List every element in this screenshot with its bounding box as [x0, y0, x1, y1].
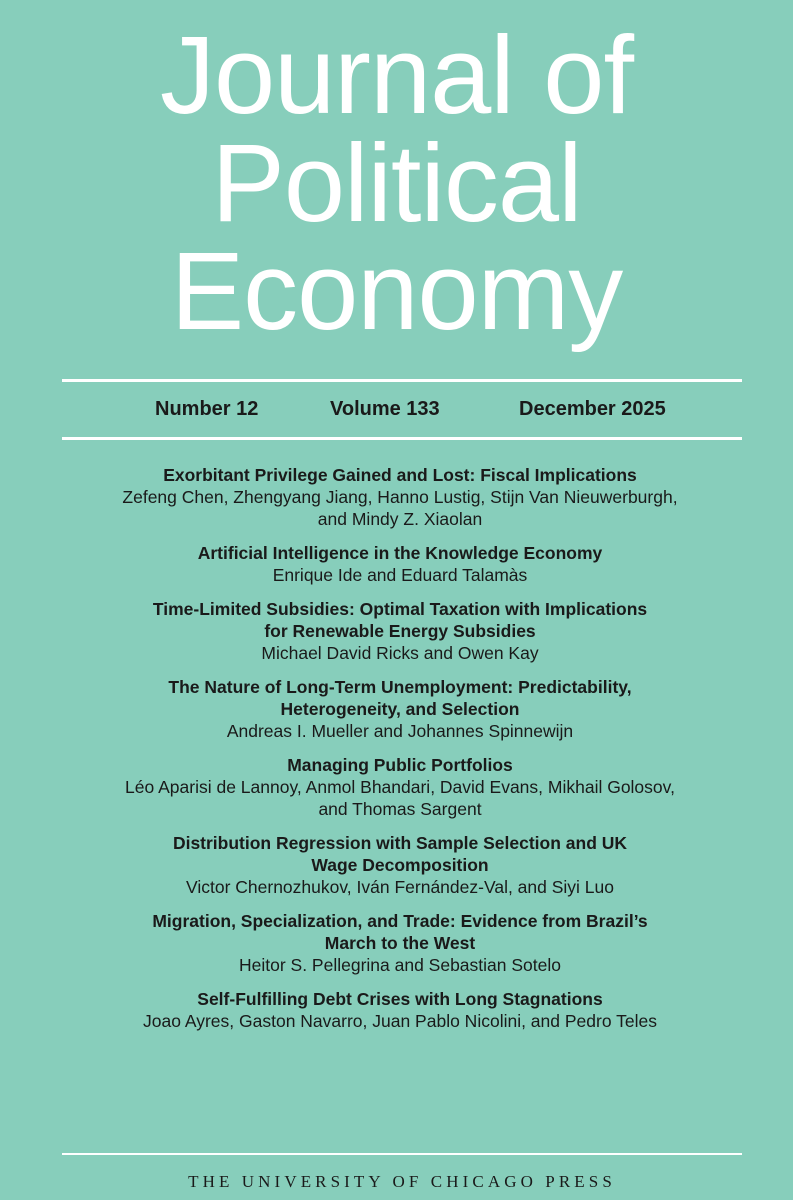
article-authors: Andreas I. Mueller and Johannes Spinnewijn	[226, 721, 574, 741]
article-authors: Léo Aparisi de Lannoy, Anmol Bhandari, David Evans, Mikhail Golosov, and Thomas Sargent	[125, 777, 675, 819]
article-entry	[60, 598, 740, 664]
article-entry	[60, 910, 740, 976]
article-title: Exorbitant Privilege Gained and Lost: Fiscal Implications	[163, 465, 637, 485]
footer-divider	[62, 1153, 742, 1155]
article-authors: Joao Ayres, Gaston Navarro, Juan Pablo Nicolini, and Pedro Teles	[143, 1011, 657, 1031]
journal-title-line: Economy	[170, 230, 623, 353]
article-title: Migration, Specialization, and Trade: Evidence from Brazil’s March to the West	[152, 911, 648, 953]
article-authors: Victor Chernozhukov, Iván Fernández-Val, and Siyi Luo	[185, 877, 614, 897]
article-title: Self-Fulfilling Debt Crises with Long Stagnations	[197, 989, 603, 1009]
article-authors: Zefeng Chen, Zhengyang Jiang, Hanno Lustig, Stijn Van Nieuwerburgh, and Mindy Z. Xiaolan	[122, 487, 678, 529]
issue-volume: Volume 133	[330, 398, 440, 420]
journal-title-line: Journal of	[159, 14, 634, 137]
article-title: Managing Public Portfolios	[287, 755, 513, 775]
article-title: The Nature of Long-Term Unemployment: Predictability, Heterogeneity, and Selection	[168, 677, 632, 719]
article-entry	[60, 542, 740, 586]
article-authors: Heitor S. Pellegrina and Sebastian Sotelo	[238, 955, 561, 975]
article-authors: Michael David Ricks and Owen Kay	[261, 643, 539, 663]
issue-number: Number 12	[155, 398, 259, 420]
table-of-contents	[60, 464, 740, 1044]
issue-date: December 2025	[519, 398, 666, 420]
bottom-divider	[62, 437, 742, 440]
article-entry	[60, 676, 740, 742]
article-entry	[60, 754, 740, 820]
article-authors: Enrique Ide and Eduard Talamàs	[272, 565, 528, 585]
article-title: Artificial Intelligence in the Knowledge Economy	[197, 543, 603, 563]
article-entry	[60, 988, 740, 1032]
publisher-name: THE UNIVERSITY OF CHICAGO PRESS	[188, 1172, 616, 1191]
article-entry	[60, 832, 740, 898]
journal-title-line: Political	[211, 122, 582, 245]
article-title: Time-Limited Subsidies: Optimal Taxation with Implications for Renewable Energy Subsidies	[152, 599, 648, 641]
article-title: Distribution Regression with Sample Selection and UK Wage Decomposition	[172, 833, 628, 875]
issue-info	[62, 398, 742, 428]
top-divider	[62, 379, 742, 382]
journal-title	[0, 14, 793, 353]
article-entry	[60, 464, 740, 530]
